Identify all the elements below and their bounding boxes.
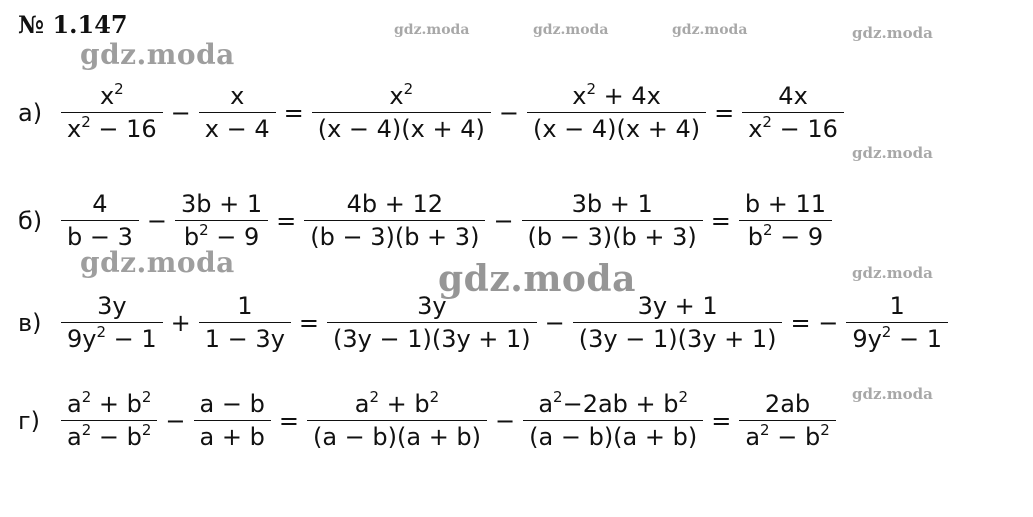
denominator: $x^2 - 16$ xyxy=(742,112,844,143)
numerator: b + 11 xyxy=(744,190,826,218)
operator: = xyxy=(276,206,297,235)
operator: − xyxy=(493,206,514,235)
denominator: $9y^2 - 1$ xyxy=(846,322,948,353)
fraction xyxy=(194,390,271,451)
denominator: (x − 4)(x + 4) xyxy=(527,112,706,143)
numerator: $x^2$ xyxy=(389,80,414,110)
denominator: (a − b)(a + b) xyxy=(307,420,487,451)
numerator: 2ab xyxy=(764,390,811,418)
operator: − xyxy=(146,206,167,235)
numerator: $x^2 + 4x$ xyxy=(572,80,661,110)
fraction xyxy=(527,82,706,143)
fraction xyxy=(327,292,537,353)
fraction xyxy=(523,390,703,451)
operator: − xyxy=(544,308,565,337)
operator: − xyxy=(170,98,191,127)
problem-v xyxy=(18,292,951,353)
denominator: (3y − 1)(3y + 1) xyxy=(573,322,783,353)
problem-label: в) xyxy=(18,308,42,337)
watermark: gdz.moda xyxy=(852,144,933,162)
denominator: (3y − 1)(3y + 1) xyxy=(327,322,537,353)
denominator: $b^2 - 9$ xyxy=(175,220,268,251)
numerator: 1 xyxy=(889,292,905,320)
problem-label: б) xyxy=(18,206,43,235)
fraction xyxy=(742,82,844,143)
operator: = xyxy=(714,98,735,127)
fraction xyxy=(61,292,163,353)
problem-a xyxy=(18,82,847,143)
numerator: 4x xyxy=(778,82,808,110)
numerator: 3y xyxy=(417,292,447,320)
operator: = xyxy=(710,206,731,235)
problem-b xyxy=(18,190,835,251)
watermark: gdz.moda xyxy=(852,264,933,282)
fraction xyxy=(739,390,835,451)
watermark: gdz.moda xyxy=(672,22,748,38)
numerator: $a^2-2ab + b^2$ xyxy=(538,388,689,418)
fraction xyxy=(573,292,783,353)
operator: = − xyxy=(790,308,839,337)
watermark: gdz.moda xyxy=(80,38,235,71)
fraction xyxy=(739,190,832,251)
fraction xyxy=(522,190,703,251)
watermark: gdz.moda xyxy=(438,258,636,300)
fraction xyxy=(307,390,487,451)
watermark: gdz.moda xyxy=(852,24,933,42)
operator: − xyxy=(165,406,186,435)
denominator: $a^2 - b^2$ xyxy=(739,420,835,451)
denominator: b − 3 xyxy=(61,220,139,251)
denominator: (b − 3)(b + 3) xyxy=(304,220,485,251)
denominator: $9y^2 - 1$ xyxy=(61,322,163,353)
problem-label: г) xyxy=(18,406,40,435)
numerator: 3b + 1 xyxy=(180,190,263,218)
numerator: x xyxy=(230,82,245,110)
operator: = xyxy=(283,98,304,127)
denominator: a + b xyxy=(194,420,271,451)
fraction xyxy=(199,82,276,143)
fraction xyxy=(846,292,948,353)
watermark: gdz.moda xyxy=(394,22,470,38)
problem-label: а) xyxy=(18,98,43,127)
denominator: (x − 4)(x + 4) xyxy=(312,112,491,143)
denominator: x − 4 xyxy=(199,112,276,143)
fraction xyxy=(61,390,157,451)
fraction xyxy=(61,82,163,143)
denominator: $a^2 - b^2$ xyxy=(61,420,157,451)
fraction xyxy=(304,190,485,251)
watermark: gdz.moda xyxy=(533,22,609,38)
fraction xyxy=(61,190,139,251)
fraction xyxy=(312,82,491,143)
operator: + xyxy=(170,308,191,337)
exercise-number: № 1.147 xyxy=(18,10,128,39)
operator: − xyxy=(498,98,519,127)
operator: = xyxy=(711,406,732,435)
numerator: 3y + 1 xyxy=(637,292,718,320)
operator: − xyxy=(495,406,516,435)
numerator: $x^2$ xyxy=(99,80,124,110)
watermark: gdz.moda xyxy=(80,246,235,279)
numerator: 1 xyxy=(237,292,253,320)
fraction xyxy=(175,190,268,251)
operator: = xyxy=(298,308,319,337)
fraction xyxy=(199,292,291,353)
watermark: gdz.moda xyxy=(852,385,933,403)
numerator: 3y xyxy=(97,292,127,320)
denominator: $b^2 - 9$ xyxy=(739,220,832,251)
denominator: $x^2 - 16$ xyxy=(61,112,163,143)
numerator: $a^2 + b^2$ xyxy=(354,388,440,418)
denominator: (a − b)(a + b) xyxy=(523,420,703,451)
denominator: 1 − 3y xyxy=(199,322,291,353)
denominator: (b − 3)(b + 3) xyxy=(522,220,703,251)
operator: = xyxy=(278,406,299,435)
numerator: a − b xyxy=(199,390,265,418)
numerator: $a^2 + b^2$ xyxy=(67,388,152,418)
numerator: 4 xyxy=(92,190,108,218)
problem-g xyxy=(18,390,839,451)
numerator: 3b + 1 xyxy=(571,190,653,218)
numerator: 4b + 12 xyxy=(346,190,444,218)
